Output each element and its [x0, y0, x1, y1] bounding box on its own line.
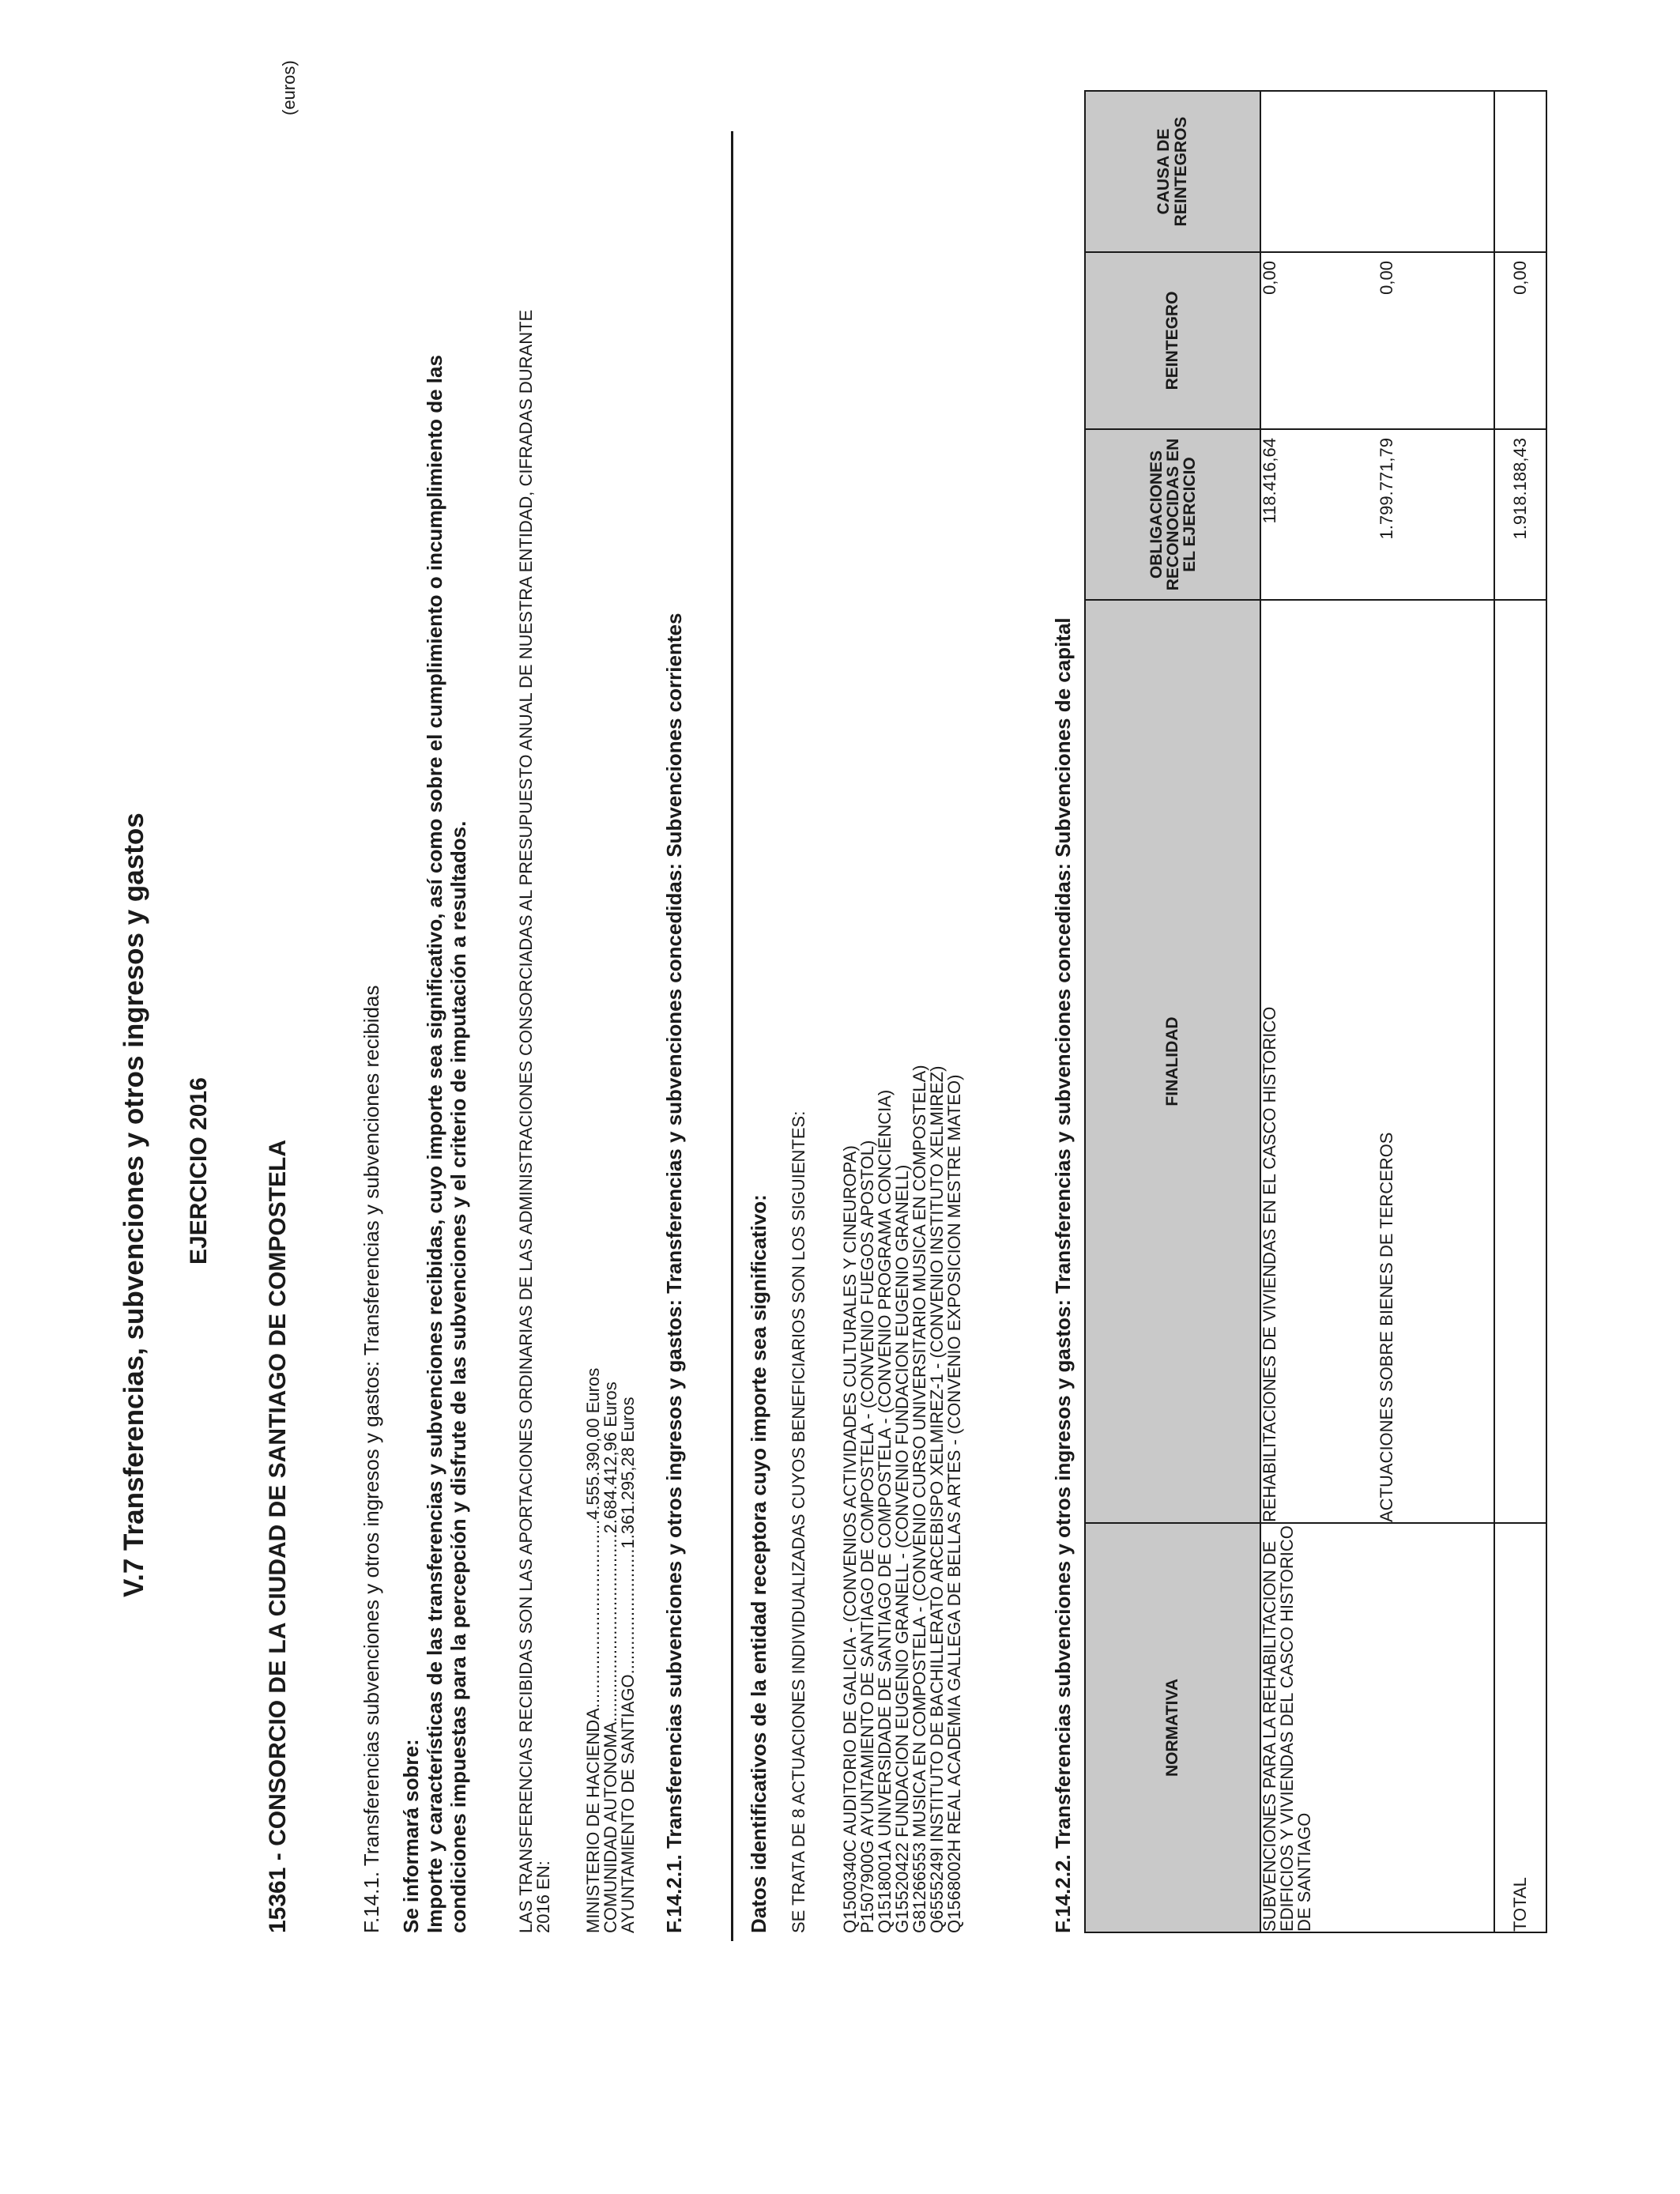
- received-text-line-2: 2016 EN:: [533, 1860, 553, 1933]
- table-total-row: [1494, 91, 1546, 1932]
- section-f1422-heading: F.14.2.2. Transferencias subvenciones y otros ingresos y gastos: Transferencias y subvenciones concedidas: Subvenciones de capital: [1051, 617, 1075, 1933]
- data-label: Datos identificativos de la entidad receptora cuyo importe sea significativo:: [747, 1194, 770, 1933]
- beneficiary-item: Q1500340C AUDITORIO DE GALICIA - (CONVENIOS ACTIVIDADES CULTURALES Y CINEUROPA): [840, 1145, 860, 1933]
- received-item: MINISTERIO DE HACIENDA.......................................4.555.390,00 Euros: [583, 1367, 603, 1933]
- exercise-label: EJERCICIO 2016: [186, 1077, 212, 1265]
- beneficiaries-intro: SE TRATA DE 8 ACTUACIONES INDIVIDUALIZADAS CUYOS BENEFICIARIOS SON LOS SIGUIENTES:: [789, 1110, 808, 1933]
- finalidad-item: REHABILITACIONES DE VIVIENDAS EN EL CASCO HISTORICO: [1260, 1006, 1279, 1522]
- entity-name: 15361 - CONSORCIO DE LA CIUDAD DE SANTIAGO DE COMPOSTELA: [265, 1139, 291, 1933]
- inform-line-1: Importe y características de las transferencias y subvenciones recibidas, cuyo importe sea significativo, así como sobre el cumplimiento o incumplimiento de las: [423, 355, 446, 1933]
- col-finalidad-header: FINALIDAD: [1085, 600, 1260, 1523]
- finalidad-cell: [1260, 600, 1494, 1523]
- inform-line-2: condiciones impuestas para la percepción y disfrute de las subvenciones y el criterio de imputación a resultados.: [446, 820, 470, 1933]
- section-f1421-heading: F.14.2.1. Transferencias subvenciones y otros ingresos y gastos: Transferencias y subvenciones concedidas: Subvenciones corrientes: [662, 613, 686, 1933]
- table-row: [1260, 91, 1494, 1932]
- col-obligaciones-header: OBLIGACIONES RECONOCIDAS EN EL EJERCICIO: [1085, 429, 1260, 600]
- obligaciones-value: 118.416,64: [1260, 438, 1279, 524]
- obligaciones-cell: [1260, 429, 1494, 600]
- beneficiary-item: Q1518001A UNIVERSIDADE DE SANTIAGO DE COMPOSTELA - (CONVENIO PROGRAMA CONCIENCIA): [875, 1089, 895, 1933]
- causa-cell: [1260, 91, 1494, 252]
- total-label: TOTAL: [1494, 1523, 1546, 1932]
- col-normativa-header: NORMATIVA: [1085, 1523, 1260, 1932]
- beneficiary-item: Q6555249I INSTITUTO DE BACHILLERATO ARCEBISPO XELMIREZ-1 - (CONVENIO INSTITUTO XELMIREZ): [927, 1065, 947, 1933]
- received-item: COMUNIDAD AUTONOMA.......................................2.684.412,96 Euros: [601, 1382, 620, 1933]
- received-item: AYUNTAMIENTO DE SANTIAGO..........................1.361.295,28 Euros: [618, 1397, 638, 1933]
- total-obligaciones: 1.918.188,43: [1494, 429, 1546, 600]
- beneficiary-item: G81266553 MUSICA EN COMPOSTELA - (CONVENIO CURSO UNIVERSITARIO MUSICA EN COMPOSTELA): [910, 1065, 929, 1933]
- capital-subsidies-table: [1084, 90, 1547, 1933]
- beneficiary-item: Q1568002H REAL ACADEMIA GALLEGA DE BELLAS ARTES - (CONVENIO EXPOSICION MESTRE MATEO): [944, 1074, 964, 1933]
- normativa-line: DE SANTIAGO: [1294, 1812, 1314, 1932]
- page-title: V.7 Transferencias, subvenciones y otros ingresos y gastos: [119, 812, 149, 1597]
- col-causa-header: CAUSA DE REINTEGROS: [1085, 91, 1260, 252]
- beneficiary-item: G15520422 FUNDACION EUGENIO GRANELL - (CONVENIO FUNDACION EUGENIO GRANELL): [892, 1164, 912, 1933]
- total-reintegro: 0,00: [1494, 252, 1546, 429]
- normativa-line: SUBVENCIONES PARA LA REHABILITACION DE: [1260, 1540, 1279, 1932]
- normativa-line: EDIFICIOS Y VIVIENDAS DEL CASCO HISTORICO: [1277, 1525, 1297, 1932]
- units-label: (euros): [279, 60, 299, 115]
- col-reintegro-header: REINTEGRO: [1085, 252, 1260, 429]
- total-causa-cell: [1494, 91, 1546, 252]
- reintegro-value: 0,00: [1377, 261, 1396, 295]
- finalidad-item: ACTUACIONES SOBRE BIENES DE TERCEROS: [1377, 1132, 1396, 1522]
- reintegro-value: 0,00: [1260, 261, 1279, 295]
- beneficiary-item: P1507900G AYUNTAMIENTO DE SANTIAGO DE COMPOSTELA - (CONVENIO FUEGOS APOSTOL): [857, 1140, 877, 1933]
- received-text-line-1: LAS TRANSFERENCIAS RECIBIDAS SON LAS APORTACIONES ORDINARIAS DE LAS ADMINISTRACIONES CONSORCIADAS AL PRESUPUESTO ANUAL DE NUESTRA ENTIDAD, CIFRADAS DURANTE: [516, 309, 536, 1933]
- normativa-cell: [1260, 1523, 1494, 1932]
- total-finalidad-cell: [1494, 600, 1546, 1523]
- table-header-row: [1085, 91, 1260, 1932]
- reintegro-cell: [1260, 252, 1494, 429]
- obligaciones-value: 1.799.771,79: [1377, 438, 1396, 540]
- inform-label: Se informará sobre:: [399, 1739, 423, 1933]
- divider-rule: [731, 131, 733, 1941]
- section-f141-heading: F.14.1. Transferencias subvenciones y otros ingresos y gastos: Transferencias y subvenciones recibidas: [360, 985, 383, 1933]
